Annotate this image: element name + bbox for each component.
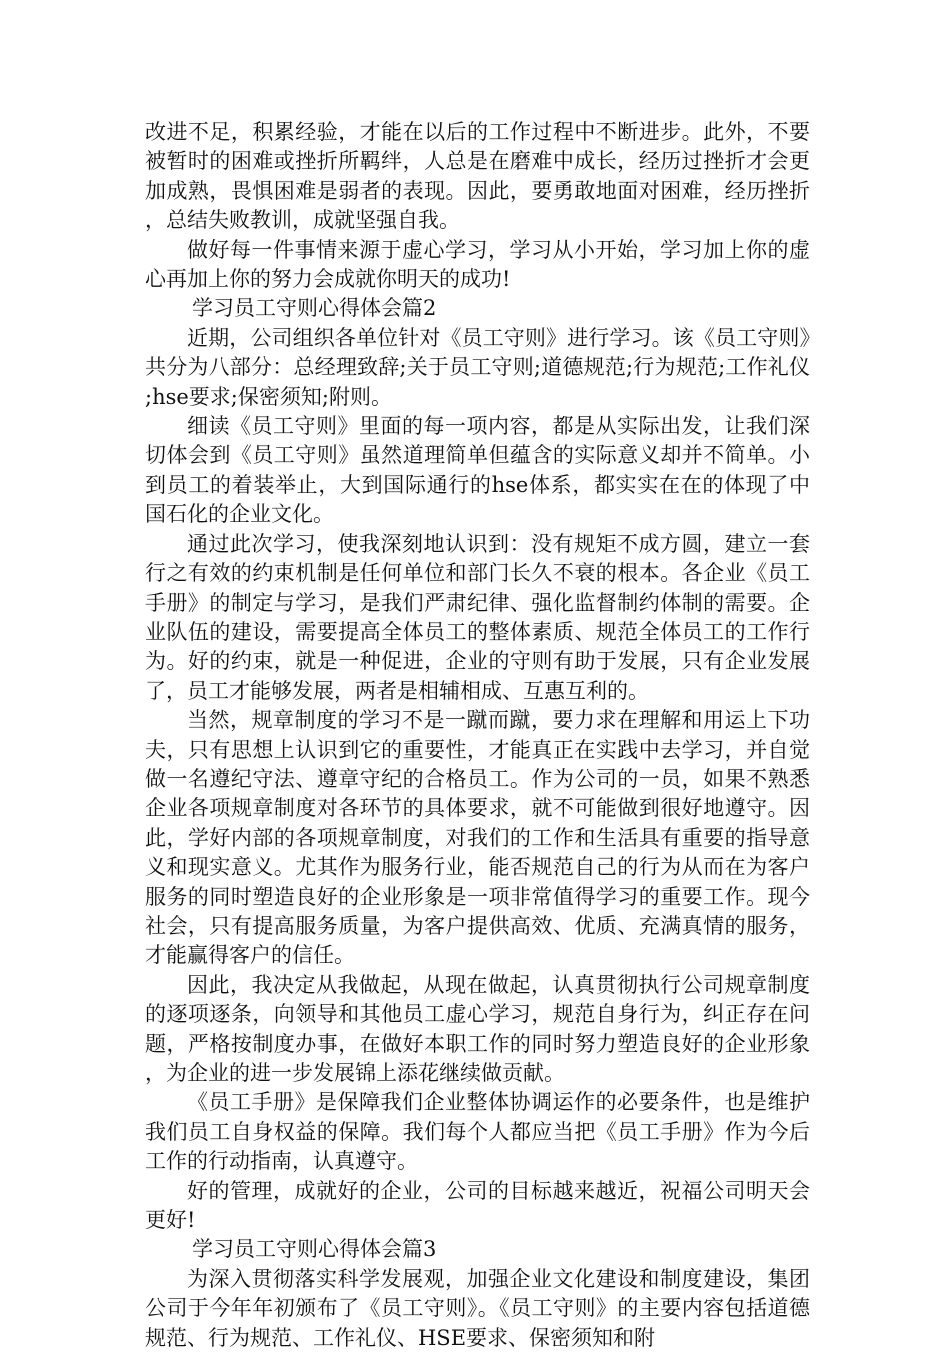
paragraph: 当然，规章制度的学习不是一蹴而蹴，要力求在理解和用运上下功夫，只有思想上认识到它的重要性，才能真正在实践中去学习，并自觉做一名遵纪守法、遵章守纪的合格员工。作为公司的一员，如果不熟悉企业各项规章制度对各环节的具体要求，就不可能做到很好地遵守。因此，学好内部的各项规章制度，对我们的工作和生活具有重要的指导意义和现实意义。尤其作为服务行业，能否规范自己的行为从而在为客户服务的同时塑造良好的企业形象是一项非常值得学习的重要工作。现今社会，只有提高服务质量，为客户提供高效、优质、充满真情的服务，才能赢得客户的信任。: [145, 708, 810, 968]
paragraph: 为深入贯彻落实科学发展观，加强企业文化建设和制度建设，集团公司于今年年初颁布了《员工守则》。《员工守则》的主要内容包括道德规范、行为规范、工作礼仪、HSE要求、保密须知和附: [145, 1266, 810, 1350]
paragraph: 细读《员工守则》里面的每一项内容，都是从实际出发，让我们深切体会到《员工守则》虽然道理简单但蕴含的实际意义却并不简单。小到员工的着装举止，大到国际通行的hse体系，都实实在在的体现了中国石化的企业文化。: [145, 414, 810, 527]
section-heading: 学习员工守则心得体会篇3: [192, 1237, 437, 1262]
paragraph: 改进不足，积累经验，才能在以后的工作过程中不断进步。此外，不要被暂时的困难或挫折所羁绊，人总是在磨难中成长，经历过挫折才会更加成熟，畏惧困难是弱者的表现。因此，要勇敢地面对困难，经历挫折，总结失败教训，成就坚强自我。: [145, 120, 810, 233]
paragraph: 《员工手册》是保障我们企业整体协调运作的必要条件，也是维护我们员工自身权益的保障。我们每个人都应当把《员工手册》作为今后工作的行动指南，认真遵守。: [145, 1090, 810, 1174]
paragraph: 通过此次学习，使我深刻地认识到：没有规矩不成方圆，建立一套行之有效的约束机制是任何单位和部门长久不衰的根本。各企业《员工手册》的制定与学习，是我们严肃纪律、强化监督制约体制的需要。企业队伍的建设，需要提高全体员工的整体素质、规范全体员工的工作行为。好的约束，就是一种促进，企业的守则有助于发展，只有企业发展了，员工才能够发展，两者是相辅相成、互惠互利的。: [145, 531, 810, 703]
section-heading: 学习员工守则心得体会篇2: [192, 296, 437, 321]
paragraph: 因此，我决定从我做起，从现在做起，认真贯彻执行公司规章制度的逐项逐条，向领导和其他员工虚心学习，规范自身行为，纠正存在问题，严格按制度办事，在做好本职工作的同时努力塑造良好的企业形象，为企业的进一步发展锦上添花继续做贡献。: [145, 972, 810, 1085]
paragraph: 近期，公司组织各单位针对《员工守则》进行学习。该《员工守则》共分为八部分：总经理致辞;关于员工守则;道德规范;行为规范;工作礼仪;hse要求;保密须知;附则。: [145, 325, 810, 409]
paragraph: 好的管理，成就好的企业，公司的目标越来越近，祝福公司明天会更好!: [145, 1178, 810, 1233]
document-body: [145, 118, 810, 1353]
paragraph: 做好每一件事情来源于虚心学习，学习从小开始，学习加上你的虚心再加上你的努力会成就你明天的成功!: [145, 237, 810, 292]
